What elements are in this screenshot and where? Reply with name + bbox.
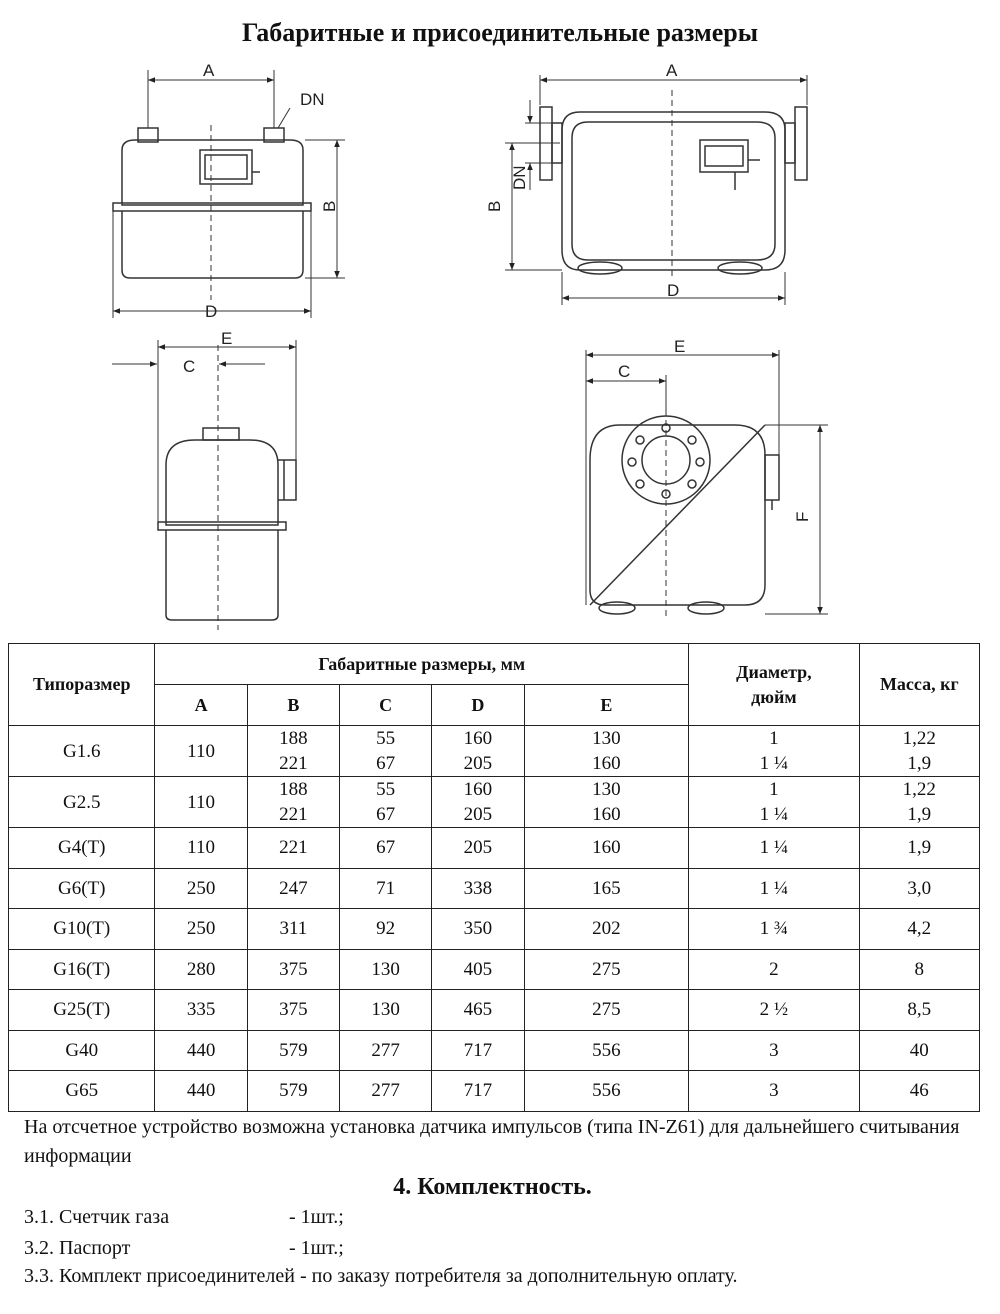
large-meter-side-view	[586, 350, 828, 620]
cell-diameter: 2 ½	[689, 990, 860, 1031]
cell-a: 110	[155, 726, 247, 777]
cell-c: 92	[340, 909, 432, 950]
item-name: 3.3. Комплект присоединителей - по заказу потребителя за дополнительную оплату.	[24, 1265, 738, 1287]
cell-diameter: 1 1 ¼	[689, 726, 860, 777]
cell-b: 311	[247, 909, 339, 950]
cell-c: 55 67	[340, 777, 432, 828]
cell-mass: 4,2	[859, 909, 979, 950]
cell-e: 275	[524, 990, 689, 1031]
table-row	[9, 1030, 980, 1071]
cell-type: G4(T)	[9, 828, 155, 869]
table-row	[9, 949, 980, 990]
label-e-1: E	[221, 329, 233, 348]
header-diameter: Диаметр, дюйм	[689, 644, 860, 726]
list-item	[24, 1265, 738, 1288]
cell-d: 160 205	[432, 726, 524, 777]
header-a: A	[155, 685, 247, 726]
label-dn-2: DN	[510, 165, 529, 190]
header-dimensions: Габаритные размеры, мм	[155, 644, 689, 685]
cell-e: 556	[524, 1071, 689, 1112]
cell-diameter: 2	[689, 949, 860, 990]
list-item	[24, 1237, 344, 1260]
table-row	[9, 868, 980, 909]
label-a-2: A	[666, 61, 678, 80]
header-mass: Масса, кг	[859, 644, 979, 726]
cell-diameter: 3	[689, 1030, 860, 1071]
cell-e: 130 160	[524, 777, 689, 828]
header-type: Типоразмер	[9, 644, 155, 726]
cell-e: 556	[524, 1030, 689, 1071]
label-d-1: D	[205, 302, 218, 321]
cell-b: 579	[247, 1030, 339, 1071]
cell-d: 205	[432, 828, 524, 869]
pulse-sensor-note: На отсчетное устройство возможна установка датчика импульсов (типа IN-Z61) для дальнейшего считывания информации	[24, 1116, 960, 1167]
item-name: 3.1. Счетчик газа	[24, 1206, 170, 1228]
table-row	[9, 777, 980, 828]
cell-b: 188 221	[247, 726, 339, 777]
item-qty: - 1шт.;	[289, 1206, 344, 1228]
label-dn-1: DN	[300, 90, 325, 109]
cell-a: 440	[155, 1030, 247, 1071]
cell-type: G16(T)	[9, 949, 155, 990]
cell-c: 130	[340, 990, 432, 1031]
cell-a: 110	[155, 777, 247, 828]
label-f: F	[793, 511, 812, 522]
header-b: B	[247, 685, 339, 726]
label-b-2: B	[485, 200, 504, 212]
cell-d: 717	[432, 1030, 524, 1071]
cell-c: 71	[340, 868, 432, 909]
cell-diameter: 3	[689, 1071, 860, 1112]
label-c-1: C	[183, 357, 196, 376]
table-row	[9, 1071, 980, 1112]
cell-type: G25(T)	[9, 990, 155, 1031]
header-d: D	[432, 685, 524, 726]
cell-mass: 1,22 1,9	[859, 726, 979, 777]
cell-c: 55 67	[340, 726, 432, 777]
cell-type: G65	[9, 1071, 155, 1112]
cell-c: 277	[340, 1071, 432, 1112]
cell-a: 110	[155, 828, 247, 869]
table-row	[9, 828, 980, 869]
item-name: 3.2. Паспорт	[24, 1237, 131, 1259]
cell-a: 335	[155, 990, 247, 1031]
cell-mass: 8	[859, 949, 979, 990]
cell-a: 250	[155, 909, 247, 950]
cell-a: 280	[155, 949, 247, 990]
cell-d: 717	[432, 1071, 524, 1112]
cell-diameter: 1 ¾	[689, 909, 860, 950]
header-e: E	[524, 685, 689, 726]
cell-c: 277	[340, 1030, 432, 1071]
cell-b: 375	[247, 949, 339, 990]
table-row	[9, 990, 980, 1031]
cell-diameter: 1 1 ¼	[689, 777, 860, 828]
item-qty: - 1шт.;	[289, 1237, 344, 1259]
cell-d: 160 205	[432, 777, 524, 828]
cell-type: G2.5	[9, 777, 155, 828]
cell-d: 350	[432, 909, 524, 950]
header-c: C	[340, 685, 432, 726]
cell-mass: 1,22 1,9	[859, 777, 979, 828]
cell-c: 130	[340, 949, 432, 990]
cell-d: 465	[432, 990, 524, 1031]
cell-mass: 3,0	[859, 868, 979, 909]
small-meter-side-view	[112, 340, 296, 630]
cell-type: G1.6	[9, 726, 155, 777]
section-title: 4. Комплектность.	[393, 1174, 592, 1200]
technical-drawings	[0, 0, 1000, 640]
list-item	[24, 1206, 344, 1229]
cell-b: 221	[247, 828, 339, 869]
cell-type: G6(T)	[9, 868, 155, 909]
cell-mass: 40	[859, 1030, 979, 1071]
cell-e: 202	[524, 909, 689, 950]
cell-b: 247	[247, 868, 339, 909]
cell-b: 579	[247, 1071, 339, 1112]
label-d-2: D	[667, 281, 680, 300]
cell-e: 275	[524, 949, 689, 990]
label-c-2: C	[618, 362, 631, 381]
cell-mass: 46	[859, 1071, 979, 1112]
label-a-1: A	[203, 61, 215, 80]
dimensions-table	[8, 643, 980, 1112]
cell-e: 130 160	[524, 726, 689, 777]
cell-e: 160	[524, 828, 689, 869]
table-row	[9, 909, 980, 950]
cell-mass: 1,9	[859, 828, 979, 869]
cell-type: G10(T)	[9, 909, 155, 950]
label-b-1: B	[320, 200, 339, 212]
label-e-2: E	[674, 337, 686, 356]
cell-b: 375	[247, 990, 339, 1031]
cell-e: 165	[524, 868, 689, 909]
cell-mass: 8,5	[859, 990, 979, 1031]
cell-b: 188 221	[247, 777, 339, 828]
cell-type: G40	[9, 1030, 155, 1071]
cell-a: 440	[155, 1071, 247, 1112]
cell-d: 405	[432, 949, 524, 990]
cell-a: 250	[155, 868, 247, 909]
cell-d: 338	[432, 868, 524, 909]
page-title: Габаритные и присоединительные размеры	[241, 18, 759, 47]
cell-diameter: 1 ¼	[689, 828, 860, 869]
large-meter-front-view	[505, 75, 807, 305]
cell-diameter: 1 ¼	[689, 868, 860, 909]
cell-c: 67	[340, 828, 432, 869]
table-row	[9, 726, 980, 777]
